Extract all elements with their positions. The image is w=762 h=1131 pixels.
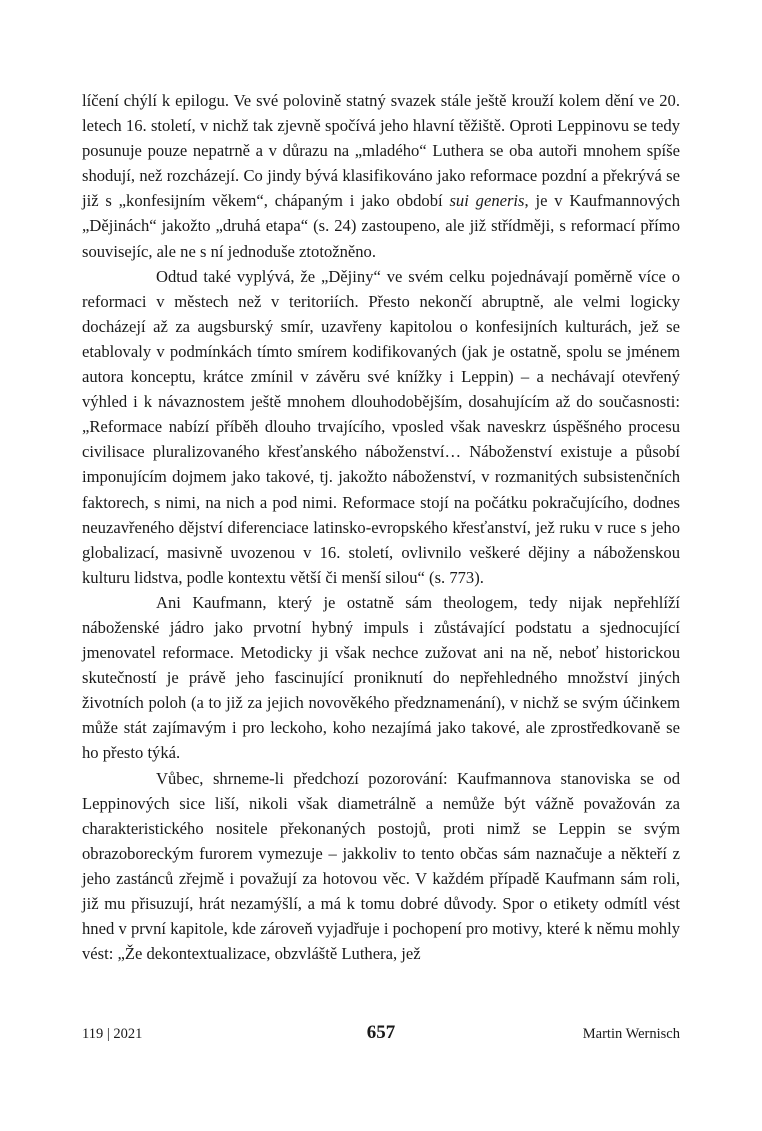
body-text: [82, 88, 680, 966]
page-footer: [82, 1022, 680, 1052]
author-name: Martin Wernisch: [582, 1026, 680, 1042]
paragraph-2: Odtud také vyplývá, že „Dějiny“ ve svém celku pojednávají poměrně více o reformaci v městech než v teritoriích. Přesto nekončí abruptně, ale velmi logicky docházejí až za augsburský smír, uzavřeny kapitolou o konfesijních kulturách, jež se etablovaly v podmínkách tímto smírem kodifikovaných (jak je ostatně, spolu se jménem autora konceptu, krátce zmínil v závěru své knížky i Leppin) – a nechávají otevřený výhled i k návaznostem ještě mnohem dlouhodobějším, dosahujícím až do současnosti: „Reformace nabízí příběh dlouho trvajícího, vposled však naveskrz úspěšného procesu civilisace pluralizovaného křesťanského náboženství… Náboženství existuje a působí imponujícím dojmem jako takové, tj. jakožto náboženství, v rozmanitých subsistenčních faktorech, s nimi, na nich a pod nimi. Reformace stojí na počátku pokračujícího, dodnes neuzavřeného dějství diferenciace latinsko-evropského křesťanství, jež ruku v ruce s jeho globalizací, masivně uvozenou v 16. století, ovlivnilo veškeré dějiny a náboženskou kulturu lidstva, podle kontextu větší či menší silou“ (s. 773).: [82, 266, 680, 587]
issue-label: 119 | 2021: [82, 1026, 143, 1042]
paragraph-1-text: líčení chýlí k epilogu. Ve své polovině statný svazek stále ještě krouží kolem dění ve 20. letech 16. století, v nichž tak zjevně spočívá jeho hlavní těžiště. Oproti Leppinovu se tedy posunuje pouze nepatrně a v důrazu na „mladého“ Luthera se oba autoři mnohem spíše shodují, než rozcházejí. Co jindy bývá klasifikováno jako reformace pozdní a překrývá se již s „konfesijním věkem“, chápaným i jako období: [82, 91, 680, 211]
paragraph-1-text-after: , je v Kaufmannových „Dějinách“ jakožto „druhá etapa“ (s. 24) zastoupeno, ale již střídměji, s reformací přímo souvisejíc, ale ne s ní jednoduše ztotožněno.: [82, 191, 680, 261]
paragraph-1: [82, 88, 680, 264]
italic-term: sui generis: [449, 191, 525, 211]
paragraph-3: Ani Kaufmann, který je ostatně sám theologem, tedy nijak nepřehlíží náboženské jádro jako prvotní hybný impuls i zůstávající podstatu a sjednocující jmenovatel reformace. Metodicky ji však nechce zužovat ani na ně, neboť historickou skutečností je právě jeho fascinující proniknutí do nepřehledného množství jiných životních poloh (a to již za jejich novověkého předznamenání), v nichž se svým účinkem může stát zajímavým i pro leckoho, koho nezajímá jako takové, ale zprostředkovaně se ho přesto týká.: [82, 592, 680, 763]
page-number: 657: [366, 1022, 396, 1043]
paragraph-4: Vůbec, shrneme-li předchozí pozorování: Kaufmannova stanoviska se od Leppinových sice liší, nikoli však diametrálně a nemůže být vážně považován za charakteristického nositele překonaných postojů, proti nimž se Leppin se svým obrazoboreckým furorem vymezuje – jakkoliv to tento občas sám naznačuje a někteří z jeho zastánců zřejmě i považují za hotovou věc. V každém případě Kaufmann sám roli, již mu přisuzují, hrát nezamýšlí, a má k tomu dobré důvody. Spor o etikety odmítl vést hned v první kapitole, kde zároveň vyjadřuje i pochopení pro motivy, které k němu mohly vést: „Že dekontextualizace, obzvláště Luthera, jež: [82, 768, 680, 964]
